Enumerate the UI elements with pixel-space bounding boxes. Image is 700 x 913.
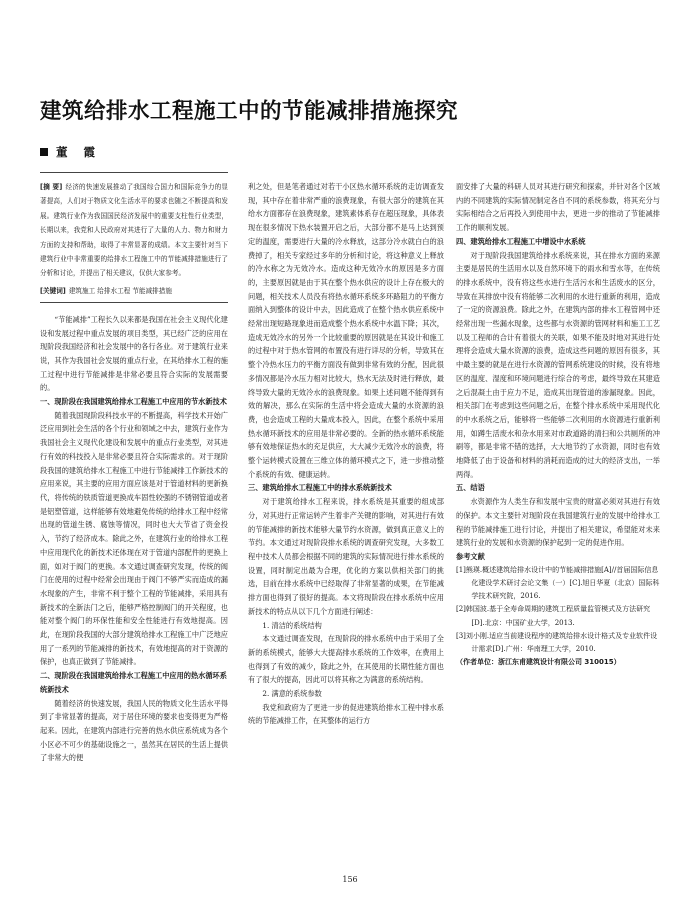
author-marker-icon — [40, 148, 48, 156]
abstract — [40, 180, 228, 281]
abstract-text: 经济的快速发展推动了我国综合国力和国际竞争力的显著提高，人们对于物质文化生活水平的要求也随之不断提高和发展。建筑行业作为我国国民经济发展中的重要支柱性行业类型，长期以来，我党和人民政府对其进行了大量的人力、物力和财力方面的支持和帮助，取得了丰常显著的成绩。本文主要针对当下建筑行业中非常重要的给排水工程施工中的节能减排措施进行了分析和讨论，并提出了相关建议，仅供大家参考。 — [40, 183, 229, 278]
author-name: 董 霞 — [56, 145, 102, 159]
page-number: 156 — [342, 875, 358, 884]
author-line — [40, 144, 101, 160]
paragraph: 随着我国现阶段科技水平的不断提高，科学技术开始广泛应用到社会生活的各个行业和领域之中去，建筑行业作为我国社会主义现代化建设和发展中的重点行业类型，对其进行有效的科技投入是非常必要且符合实际需求的。对于现阶段我国的建筑给排水工程施工中进行节能减排工作新技术的应用来说，其主要的应用方面应该是对于管道材料的更新换代，将传统的铁质管道更换成车固性较强的不锈钢管道或者是铝塑管道，这样能够有效地避免传统的给排水工程中经常出现的管道生锈、腐蚀等情况，同时也大大节省了资金投入，节约了经济成本。除此之外，在建筑行业的给排水工程中应用现代化的新技术还体现在对于管道内部配件的更换上面，如对于阀门的更换。本文通过调查研究发现，传统的阀门在使用的过程中经常会出现由于阀门不够严实而造成的漏水现象的产生，非常不利于整个工程的节能减排，采用具有新技术的全新法门之后，能够严格控制阀门的开关程度，也能对整个阀门的环保性能和安全性能进行有效地提高。因此，在现阶段我国的大部分建筑给排水工程施工中广泛地应用了一系列的节能减排的新技术，有效地提高的对于资源的保护，也真正做到了节能减排。 — [40, 410, 228, 667]
paragraph: 水资源作为人类生存和发展中宝贵的财富必须对其进行有效的保护。本文主要针对现阶段在我国建筑行业的发展中给排水工程的节能减排施工进行讨论，并提出了相关建议，希望能对未来建筑行业的发展和水资源的保护起到一定的促进作用。 — [456, 497, 660, 548]
list-item: 1. 清洁的系统结构 — [262, 620, 322, 630]
keywords-label: [关键词] — [40, 286, 66, 295]
heading-1: 一、现阶段在我国建筑给排水工程施工中应用的节水新技术 — [40, 397, 227, 407]
paragraph: 我党和政府为了更进一步的促进建筑给排水工程中排水系统的节能减排工作，在其整体的运行方 — [248, 702, 444, 726]
column-3 — [456, 180, 660, 670]
column-2 — [248, 180, 444, 728]
abstract-label: [摘 要] — [40, 183, 63, 191]
keywords-rule — [40, 302, 228, 303]
paragraph: 对于现阶段我国建筑给排水系统来说，其在排水方面的来源主要是居民的生活用水以及自然环境下的雨水和雪水等，在传统的排水系统中，没有将这些水进行生活污水和生活废水的区分，导致在其排放中没有将能够二次利用的水进行重新的利用，造成了一定的资源浪费。除此之外，在建筑内部的排水工程管网中还经常出现一些漏水现象，这些都与水资源的管网材料和施工工艺以及工程师的合计有着很大的关联，如果不能及时地对其进行处理将会造成大量水资源的浪费，造成这些问题的原因有很多，其中最主要的就是在进行水资源的管网系统建设的时候，没有将地区的温度、湿度和环境问题进行综合的考虑，最终导致在其建造之后混凝土由于应力不足，造成其出现管道的渗漏现象。因此，相关部门在考虑到这些问题之后，在整个排水系统中采用现代化的中水系统之后，能够将一些能够二次利用的水资源进行重新利用，如蹲生活废水和杂水用来对市政道路的清扫和公共厕所的冲刷等，都是非常不错的选择，大大地节约了水资源，同时也有效地降低了由于设备和材料的消耗而造成的过大的经济支出，一举两得。 — [456, 250, 660, 479]
heading-4: 四、建筑给排水工程施工中增设中水系统 — [456, 236, 586, 246]
reference-item: [1]熊瑛.概述建筑给排水设计中的节能减排措施[A]//首届国际信息化建设学术研讨会论文集（一）[C].旭日华夏（北京）国际科学技术研究院，2016. — [456, 565, 660, 601]
abstract-top-rule — [40, 172, 228, 173]
intro-paragraph: “节能减排”工程长久以来都是我国在社会主义现代化建设和发展过程中重点发展的项目类型，其已经广泛的应用在现阶段我国经济和社会发展中的各行各业。对于建筑行业来说，其作为我国社会发展的重点行业，在其给排水工程的施工过程中进行节能减排是非常必要且符合实际的发展需要的。 — [40, 314, 228, 393]
paragraph: 对于建筑给排水工程来说，排水系统是其重要的组成部分，对其进行正常运转产生着非产关键的影响，对其进行有效的节能减排的新技术能够大量节约水资源，做到真正意义上的节约。本文通过对现阶段排水系统的调查研究发现，大多数工程中技术人员都会根据不同的建筑的实际情况进行排水系统的设置，同时制定出最为合理，优化的方案以供相关部门的挑选，目前在排水系统中已经取得了非常显著的成果，在节能减排方面也得到了很好的提高。本文将现阶段在排水系统中应用新技术的特点从以下几个方面进行阐述： — [248, 497, 444, 616]
keywords — [40, 285, 228, 297]
article-title: 建筑给排水工程施工中的节能减排措施探究 — [40, 99, 459, 124]
column-1 — [40, 180, 228, 765]
reference-item: [2]韩国波.基于全寿命周期的建筑工程质量监管模式及方法研究[D].北京：中国矿业大学，2013. — [456, 605, 651, 627]
paragraph: 随着经济的快速发展，我国人民的物质文化生活水平得到了非常显著的提高，对于居住环境的要求也变得更为严格起来。因此，在建筑内部进行完善的热水供应系统成为各个小区必不可少的基础设施之一，虽然其在居民的生活上提供了非常大的便 — [40, 698, 228, 763]
heading-5: 五、结语 — [456, 483, 485, 493]
heading-3: 三、建筑给排水工程施工中的排水系统新技术 — [248, 483, 392, 493]
paragraph: 本文通过调查发现，在现阶段的排水系统中由于采用了全新的系统模式，能够大大提高排水系统的工作效率，在费用上也得到了有效的减少，除此之外，在其使用的长期性能方面也有了很大的提高，因此可以将其称之为满意的系统结构。 — [248, 634, 444, 685]
paragraph: 面安排了大量的科研人员对其进行研究和探索，并针对各个区域内的不同建筑的实际情况制定各自不同的系统参数，将其充分与实际相结合之后再投入到使用中去，更进一步的推动了节能减排工作的顺利发展。 — [456, 182, 660, 233]
references-title: 参考文献 — [456, 551, 485, 561]
paragraph: 利之处，但是笔者通过对若干小区热水循环系统的走访调查发现，其中存在着非常严重的浪费现象，有很大部分的建筑在其给水方面都存在浪费现象，建筑素体系存在超压现象，具体表现在很多情况下热水装置开启之后，大部分都不是马上达到预定的温度，需要进行大量的冷水释放，这部分冷水就白白的浪费掉了，相关专家经过多年的分析和讨论，将这种意义上释放的冷水称之为无效冷水。造成这种无效冷水的原因是多方面的，主要原因就是由于其在整个热水供应的设计上存在极大的问题，相关技术人员没有将热水循环系统多环路阻力的平衡方面纳入到整体的设计中去，因此造成了在整个热水供应系统中经常出现短路现象进而造成整个热水系统中水温下降；其次，造成无效冷水的另外一个比较重要的原因就是在其设计和施工的过程中对于热水管网的布置没有进行详尽的分析，导致其在整个冷热水压力的平衡方面没有做到非常有效的分配，因此很多情况都是冷水压力相对比较大，热水无法及时进行释放，最终导致大量的无效冷水的浪费现象。如果上述问题不能得到有效的解决，那么在实际的生活中将会造成大量的水资源的浪费，也会造成工程的大量成本投入，因此，在整个系统中采用热水循环新技术的应用是非常必要的。全新的热水循环系统能够有效地保证热水的充足供应，大大减少无效冷水的浪费，将整个运转模式设置在三维立体的循环模式之下，进一步推动整个系统的有效、健康运转。 — [248, 182, 444, 479]
author-affiliation: （作者单位：浙江东甫建筑设计有限公司 310015） — [456, 658, 621, 667]
reference-item: [3]刘小刚.适应当前建设程序的建筑给排水设计格式及专业软件设计需求[D].广州：华南理工大学，2010. — [456, 631, 658, 653]
list-item: 2. 满意的系统参数 — [262, 689, 322, 699]
heading-2: 二、现阶段在我国建筑给排水工程施工中应用的热水循环系统新技术 — [40, 671, 227, 694]
keywords-text: 建筑施工 给排水工程 节能减排措施 — [68, 286, 172, 295]
